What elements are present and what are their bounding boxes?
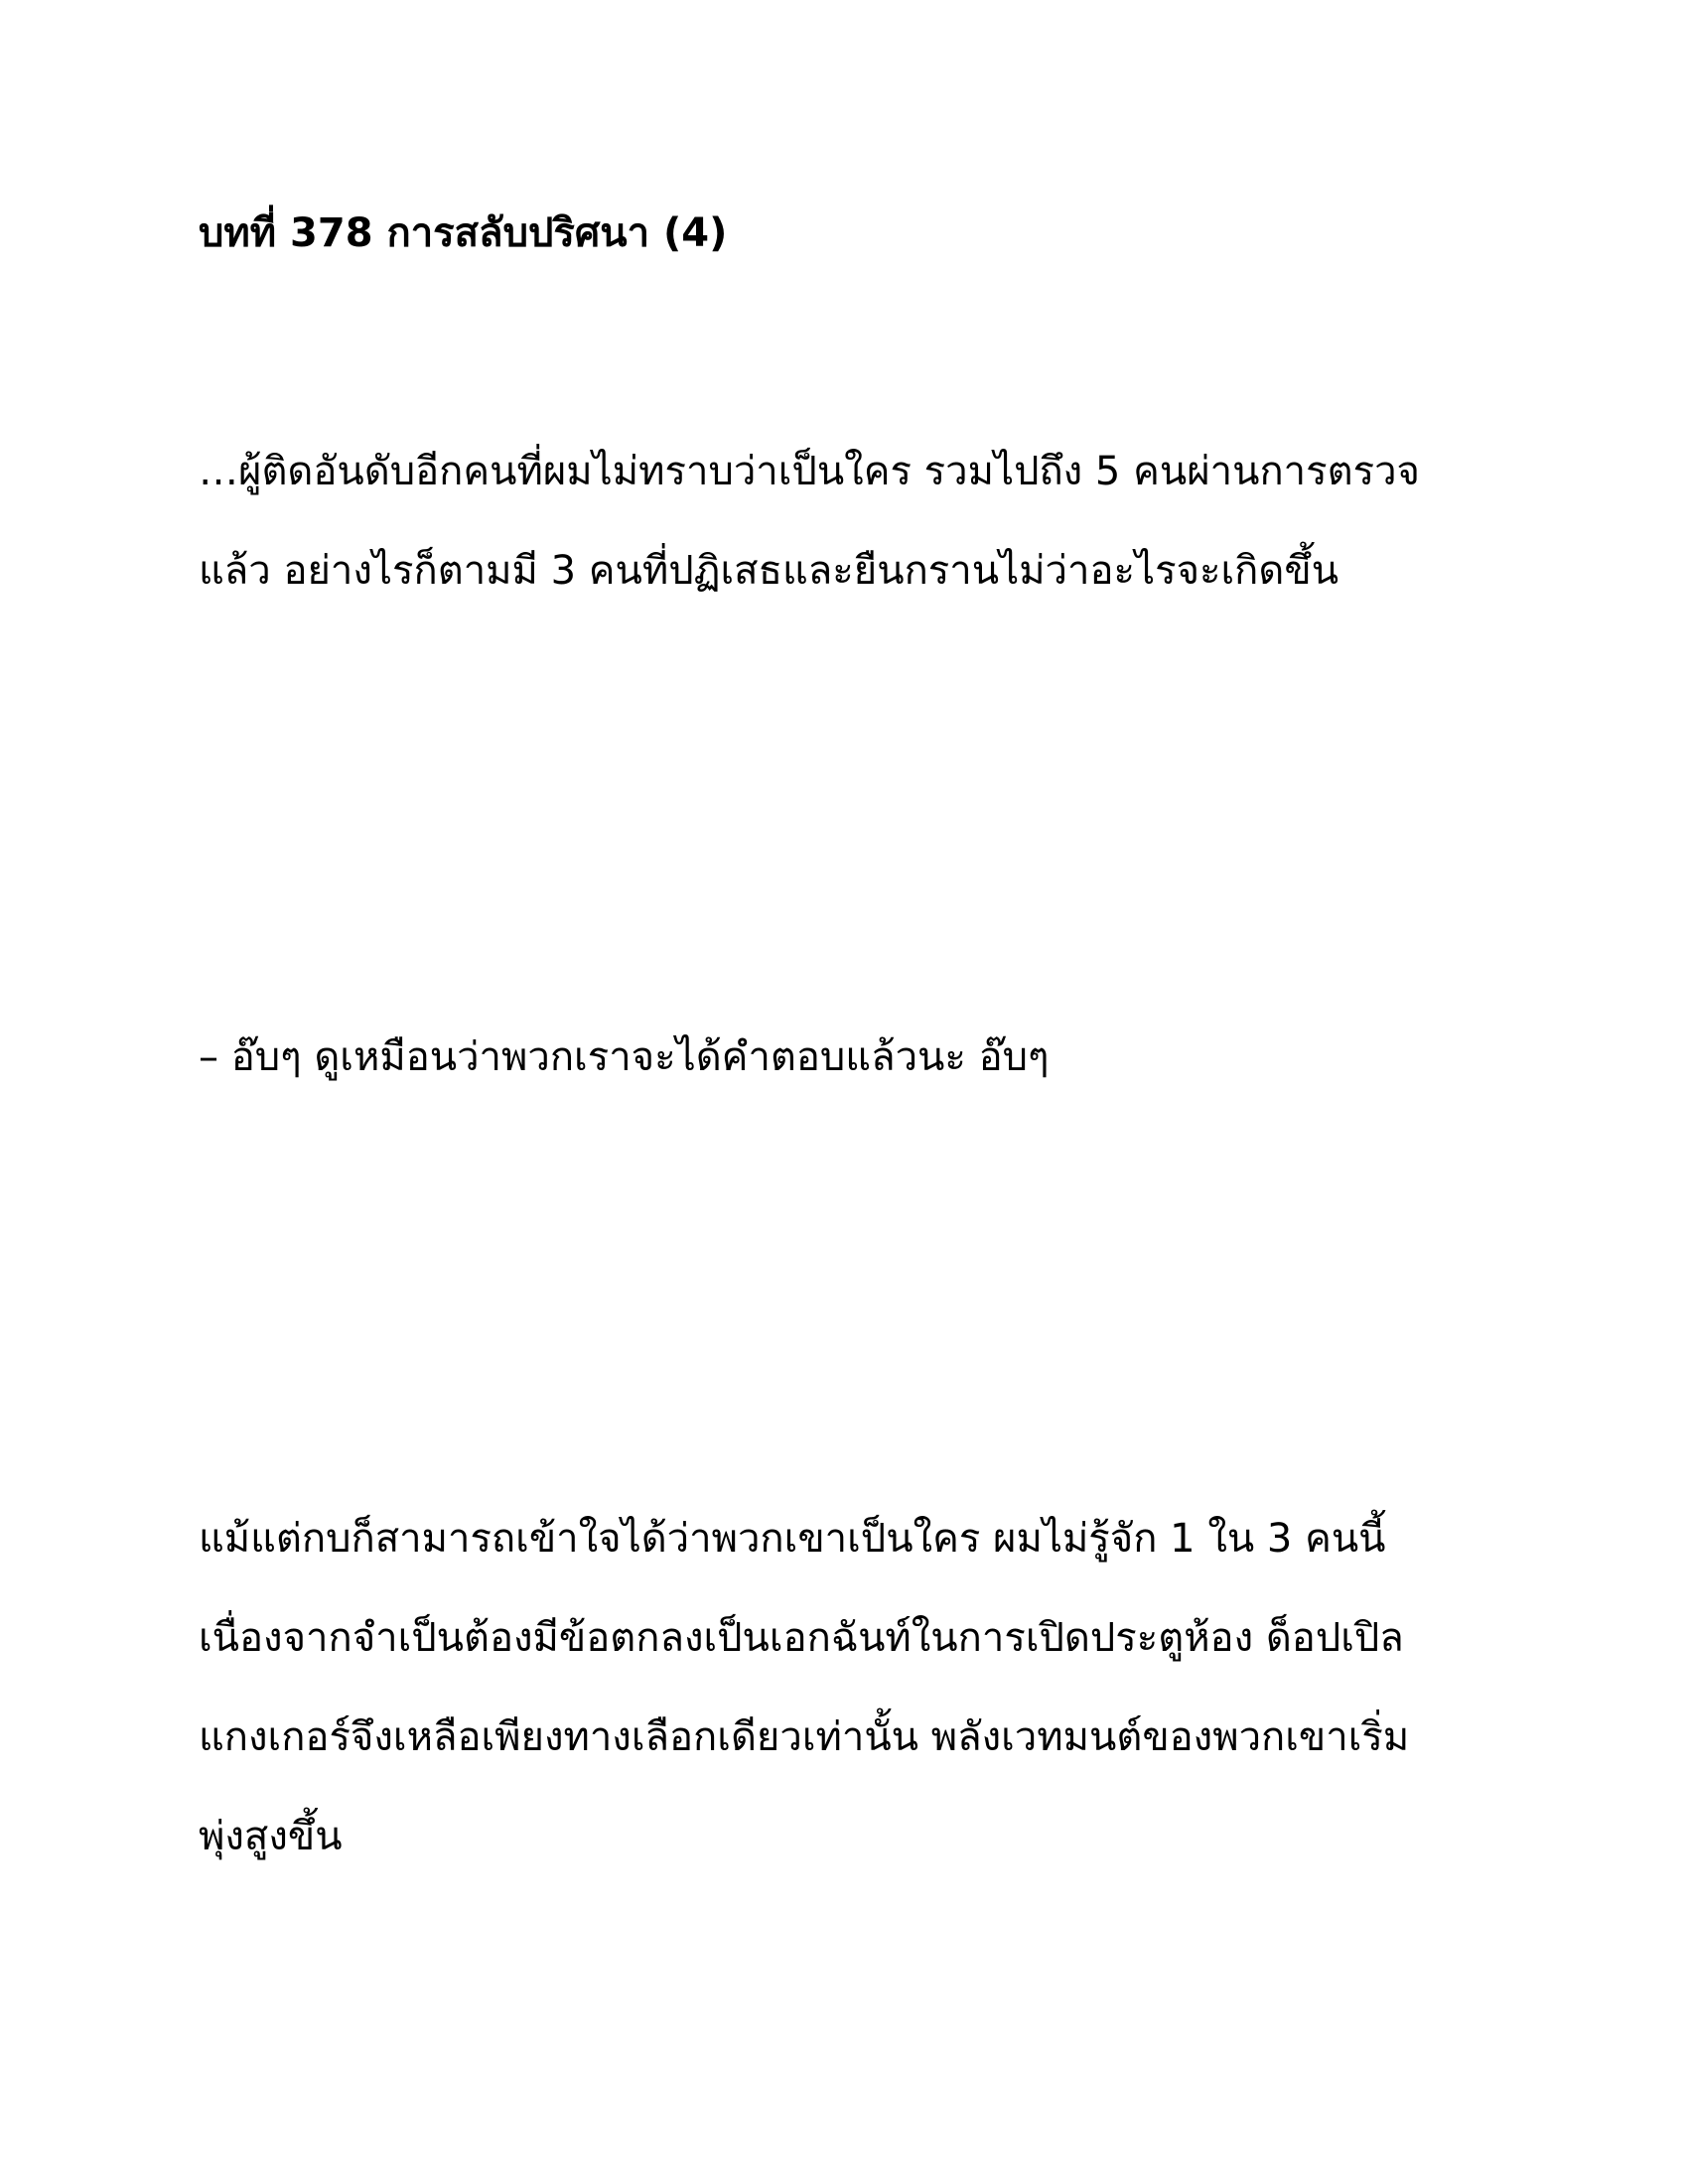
paragraph-line: แล้ว อย่างไรก็ตามมี 3 คนที่ปฏิเสธและยืนกรานไม่ว่าอะไรจะเกิดขึ้น <box>199 548 1339 594</box>
paragraph-line: แกงเกอร์จึงเหลือเพียงทางเลือกเดียวเท่านั้น พลังเวทมนต์ของพวกเขาเริ่ม <box>199 1714 1410 1760</box>
paragraph-line: แม้แต่กบก็สามารถเข้าใจได้ว่าพวกเขาเป็นใคร ผมไม่รู้จัก 1 ใน 3 คนนี้ <box>199 1516 1386 1562</box>
chapter-title: บทที่ 378 การสลับปริศนา (4) <box>199 210 728 256</box>
paragraph-line: – อ๊บๆ ดูเหมือนว่าพวกเราจะได้คำตอบแล้วนะ อ๊บๆ <box>199 1034 1050 1080</box>
paragraph-line: เนื่องจากจำเป็นต้องมีข้อตกลงเป็นเอกฉันท์ในการเปิดประตูห้อง ด็อปเปิล <box>199 1615 1404 1661</box>
paragraph-2 <box>199 1008 1489 1107</box>
paragraph-3 <box>199 1489 1489 1886</box>
paragraph-1 <box>199 422 1489 620</box>
paragraph-line: พุ่งสูงขึ้น <box>199 1814 343 1859</box>
paragraph-line: …ผู้ติดอันดับอีกคนที่ผมไม่ทราบว่าเป็นใคร รวมไปถึง 5 คนผ่านการตรวจ <box>199 449 1420 494</box>
